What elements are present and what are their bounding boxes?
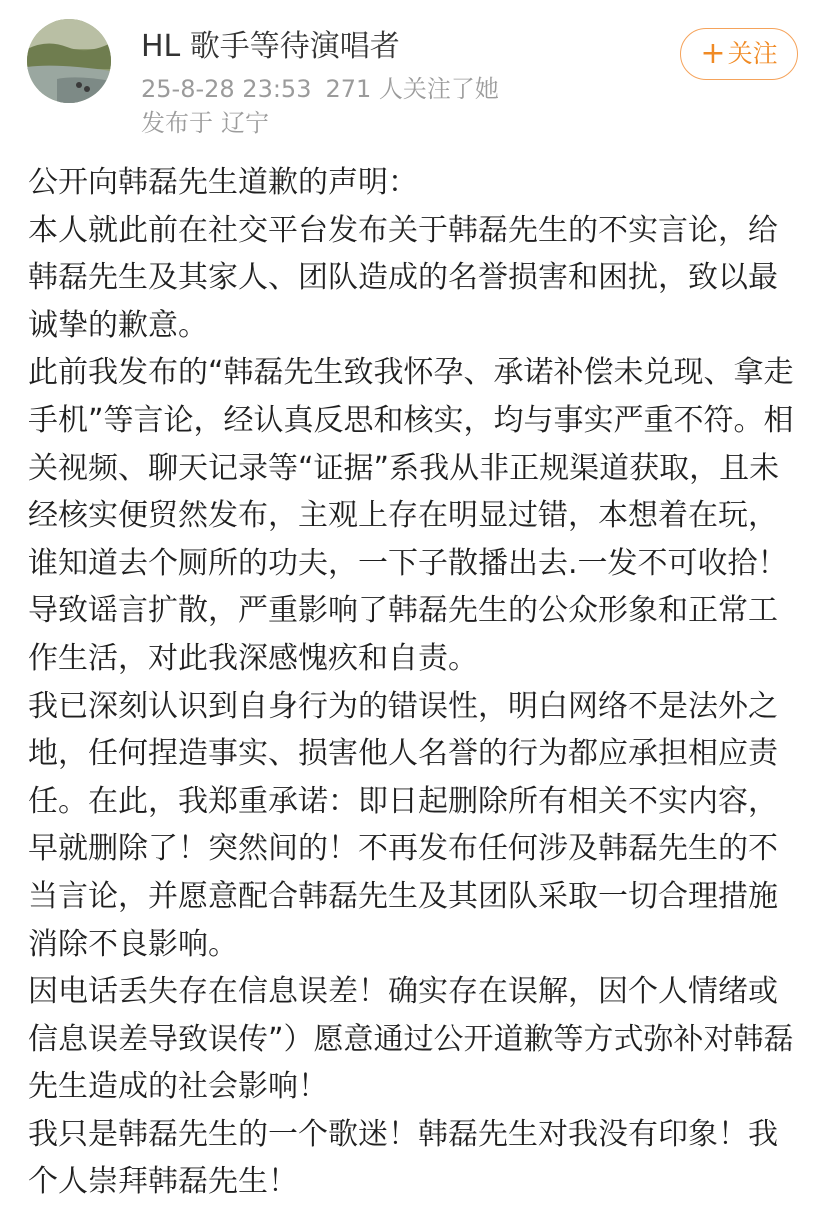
avatar-image bbox=[27, 19, 111, 103]
location-name: 辽宁 bbox=[221, 109, 269, 137]
post-paragraph: 因电话丢失存在信息误差！确实存在误解，因个人情绪或信息误差导致误传”）愿意通过公开道歉等方式弥补对韩磊先生造成的社会影响！ bbox=[28, 974, 794, 1105]
location-prefix: 发布于 bbox=[141, 109, 213, 137]
post-timestamp: 25-8-28 23:53 bbox=[141, 75, 312, 103]
post-location bbox=[141, 107, 269, 139]
avatar[interactable] bbox=[27, 19, 111, 103]
post-paragraph: 此前我发布的“韩磊先生致我怀孕、承诺补偿未兑现、拿走手机”等言论，经认真反思和核实，均与事实严重不符。相关视频、聊天记录等“证据”系我从非正规渠道获取，且未经核实便贸然发布，主观上存在明显过错，本想着在玩，谁知道去个厕所的功夫，一下子散播出去.一发不可收拾！导致谣言扩散，严重影响了韩磊先生的公众形象和正常工作生活，对此我深感愧疚和自责。 bbox=[28, 355, 794, 676]
post-body bbox=[28, 159, 800, 1206]
post-meta bbox=[141, 73, 499, 105]
post-paragraph: 我已深刻认识到自身行为的错误性，明白网络不是法外之地，任何捏造事实、损害他人名誉的行为都应承担相应责任。在此，我郑重承诺：即日起删除所有相关不实内容，早就删除了！突然间的！不再发布任何涉及韩磊先生的不当言论，并愿意配合韩磊先生及其团队采取一切合理措施消除不良影响。 bbox=[28, 688, 778, 962]
post-paragraph: 公开向韩磊先生道歉的声明： bbox=[28, 165, 418, 200]
follower-count: 271 人关注了她 bbox=[325, 75, 499, 103]
post-header bbox=[0, 0, 828, 150]
post-paragraph: 我只是韩磊先生的一个歌迷！韩磊先生对我没有印象！我个人崇拜韩磊先生！ bbox=[28, 1116, 778, 1200]
plus-icon: + bbox=[700, 36, 726, 71]
follow-button[interactable] bbox=[680, 28, 798, 80]
username[interactable]: HL 歌手等待演唱者 bbox=[141, 29, 400, 64]
post-paragraph: 本人就此前在社交平台发布关于韩磊先生的不实言论，给韩磊先生及其家人、团队造成的名誉损害和困扰，致以最诚挚的歉意。 bbox=[28, 212, 778, 343]
follow-label: 关注 bbox=[727, 39, 778, 68]
